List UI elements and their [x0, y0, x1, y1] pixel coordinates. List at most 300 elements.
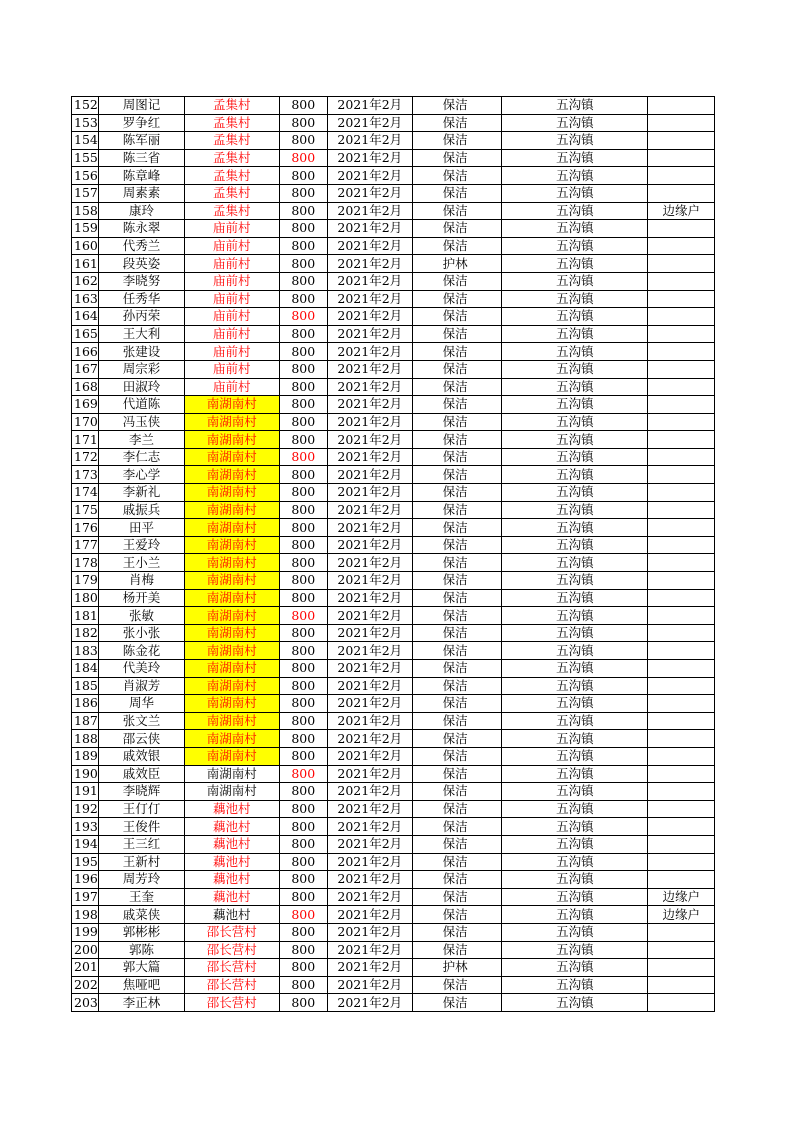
village-cell: 南湖南村: [184, 554, 279, 572]
town-cell: 五沟镇: [502, 167, 648, 185]
note-cell: [648, 730, 715, 748]
village-cell: 南湖南村: [184, 677, 279, 695]
row-number-cell: 191: [72, 783, 99, 801]
town-cell: 五沟镇: [502, 589, 648, 607]
job-cell: 保洁: [412, 202, 502, 220]
amount-cell: 800: [279, 642, 327, 660]
row-number-cell: 160: [72, 237, 99, 255]
table-row: [72, 308, 715, 326]
note-cell: [648, 959, 715, 977]
town-cell: 五沟镇: [502, 554, 648, 572]
town-cell: 五沟镇: [502, 695, 648, 713]
amount-cell: 800: [279, 272, 327, 290]
town-cell: 五沟镇: [502, 607, 648, 625]
row-number-cell: 183: [72, 642, 99, 660]
table-row: [72, 660, 715, 678]
name-cell: 代美玲: [99, 660, 185, 678]
table-row: [72, 888, 715, 906]
row-number-cell: 182: [72, 624, 99, 642]
note-cell: [648, 976, 715, 994]
name-cell: 陈军丽: [99, 132, 185, 150]
amount-cell: 800: [279, 466, 327, 484]
name-cell: 田平: [99, 519, 185, 537]
note-cell: [648, 624, 715, 642]
village-cell: 邵长营村: [184, 941, 279, 959]
note-cell: [648, 765, 715, 783]
town-cell: 五沟镇: [502, 255, 648, 273]
town-cell: 五沟镇: [502, 149, 648, 167]
row-number-cell: 188: [72, 730, 99, 748]
amount-cell: 800: [279, 149, 327, 167]
note-cell: [648, 695, 715, 713]
date-cell: 2021年2月: [327, 941, 412, 959]
amount-cell: 800: [279, 325, 327, 343]
table-row: [72, 413, 715, 431]
job-cell: 保洁: [412, 783, 502, 801]
table-row: [72, 149, 715, 167]
job-cell: 保洁: [412, 712, 502, 730]
note-cell: [648, 677, 715, 695]
name-cell: 孙丙荣: [99, 308, 185, 326]
date-cell: 2021年2月: [327, 765, 412, 783]
village-cell: 南湖南村: [184, 572, 279, 590]
amount-cell: 800: [279, 360, 327, 378]
table-row: [72, 976, 715, 994]
note-cell: [648, 818, 715, 836]
amount-cell: 800: [279, 994, 327, 1012]
village-cell: 南湖南村: [184, 747, 279, 765]
amount-cell: 800: [279, 730, 327, 748]
name-cell: 戚效银: [99, 747, 185, 765]
town-cell: 五沟镇: [502, 660, 648, 678]
table-row: [72, 202, 715, 220]
table-row: [72, 712, 715, 730]
name-cell: 罗争红: [99, 114, 185, 132]
name-cell: 王仃仃: [99, 800, 185, 818]
job-cell: 保洁: [412, 994, 502, 1012]
amount-cell: 800: [279, 589, 327, 607]
table-row: [72, 941, 715, 959]
town-cell: 五沟镇: [502, 466, 648, 484]
name-cell: 陈章峰: [99, 167, 185, 185]
table-row: [72, 959, 715, 977]
name-cell: 陈金花: [99, 642, 185, 660]
date-cell: 2021年2月: [327, 642, 412, 660]
data-table: [71, 96, 715, 1012]
note-cell: [648, 184, 715, 202]
note-cell: [648, 167, 715, 185]
date-cell: 2021年2月: [327, 220, 412, 238]
note-cell: [648, 642, 715, 660]
note-cell: [648, 853, 715, 871]
job-cell: 保洁: [412, 220, 502, 238]
village-cell: 藕池村: [184, 835, 279, 853]
town-cell: 五沟镇: [502, 184, 648, 202]
job-cell: 保洁: [412, 360, 502, 378]
row-number-cell: 201: [72, 959, 99, 977]
date-cell: 2021年2月: [327, 97, 412, 115]
row-number-cell: 185: [72, 677, 99, 695]
note-cell: [648, 484, 715, 502]
town-cell: 五沟镇: [502, 941, 648, 959]
job-cell: 保洁: [412, 290, 502, 308]
village-cell: 南湖南村: [184, 695, 279, 713]
table-row: [72, 272, 715, 290]
name-cell: 张文兰: [99, 712, 185, 730]
date-cell: 2021年2月: [327, 396, 412, 414]
name-cell: 王小兰: [99, 554, 185, 572]
date-cell: 2021年2月: [327, 888, 412, 906]
note-cell: [648, 448, 715, 466]
job-cell: 保洁: [412, 519, 502, 537]
table-row: [72, 765, 715, 783]
note-cell: [648, 343, 715, 361]
row-number-cell: 167: [72, 360, 99, 378]
village-cell: 南湖南村: [184, 712, 279, 730]
amount-cell: 800: [279, 677, 327, 695]
table-row: [72, 431, 715, 449]
date-cell: 2021年2月: [327, 308, 412, 326]
table-row: [72, 396, 715, 414]
amount-cell: 800: [279, 783, 327, 801]
job-cell: 保洁: [412, 642, 502, 660]
job-cell: 保洁: [412, 184, 502, 202]
job-cell: 保洁: [412, 624, 502, 642]
village-cell: 邵长营村: [184, 959, 279, 977]
row-number-cell: 200: [72, 941, 99, 959]
table-row: [72, 448, 715, 466]
date-cell: 2021年2月: [327, 536, 412, 554]
table-row: [72, 677, 715, 695]
note-cell: [648, 660, 715, 678]
row-number-cell: 193: [72, 818, 99, 836]
village-cell: 南湖南村: [184, 783, 279, 801]
note-cell: [648, 396, 715, 414]
row-number-cell: 163: [72, 290, 99, 308]
date-cell: 2021年2月: [327, 959, 412, 977]
table-row: [72, 378, 715, 396]
row-number-cell: 190: [72, 765, 99, 783]
note-cell: [648, 554, 715, 572]
amount-cell: 800: [279, 888, 327, 906]
row-number-cell: 181: [72, 607, 99, 625]
job-cell: 保洁: [412, 853, 502, 871]
job-cell: 保洁: [412, 308, 502, 326]
note-cell: [648, 871, 715, 889]
date-cell: 2021年2月: [327, 572, 412, 590]
row-number-cell: 176: [72, 519, 99, 537]
job-cell: 保洁: [412, 149, 502, 167]
name-cell: 杨开美: [99, 589, 185, 607]
village-cell: 南湖南村: [184, 431, 279, 449]
row-number-cell: 157: [72, 184, 99, 202]
name-cell: 王奎: [99, 888, 185, 906]
date-cell: 2021年2月: [327, 853, 412, 871]
date-cell: 2021年2月: [327, 167, 412, 185]
note-cell: [648, 572, 715, 590]
name-cell: 郭大篇: [99, 959, 185, 977]
name-cell: 张建设: [99, 343, 185, 361]
amount-cell: 800: [279, 959, 327, 977]
note-cell: [648, 536, 715, 554]
row-number-cell: 161: [72, 255, 99, 273]
town-cell: 五沟镇: [502, 818, 648, 836]
village-cell: 孟集村: [184, 97, 279, 115]
job-cell: 保洁: [412, 325, 502, 343]
town-cell: 五沟镇: [502, 202, 648, 220]
amount-cell: 800: [279, 800, 327, 818]
date-cell: 2021年2月: [327, 132, 412, 150]
village-cell: 南湖南村: [184, 413, 279, 431]
name-cell: 冯玉侠: [99, 413, 185, 431]
table-row: [72, 132, 715, 150]
job-cell: 保洁: [412, 677, 502, 695]
town-cell: 五沟镇: [502, 747, 648, 765]
table-row: [72, 97, 715, 115]
job-cell: 保洁: [412, 484, 502, 502]
village-cell: 南湖南村: [184, 660, 279, 678]
table-row: [72, 906, 715, 924]
town-cell: 五沟镇: [502, 976, 648, 994]
note-cell: 边缘户: [648, 906, 715, 924]
job-cell: 保洁: [412, 97, 502, 115]
amount-cell: 800: [279, 607, 327, 625]
name-cell: 李晓辉: [99, 783, 185, 801]
name-cell: 王爱玲: [99, 536, 185, 554]
amount-cell: 800: [279, 308, 327, 326]
amount-cell: 800: [279, 835, 327, 853]
amount-cell: 800: [279, 448, 327, 466]
row-number-cell: 165: [72, 325, 99, 343]
job-cell: 保洁: [412, 114, 502, 132]
village-cell: 邵长营村: [184, 976, 279, 994]
date-cell: 2021年2月: [327, 906, 412, 924]
town-cell: 五沟镇: [502, 712, 648, 730]
date-cell: 2021年2月: [327, 290, 412, 308]
amount-cell: 800: [279, 660, 327, 678]
town-cell: 五沟镇: [502, 624, 648, 642]
amount-cell: 800: [279, 237, 327, 255]
table-row: [72, 747, 715, 765]
name-cell: 张小张: [99, 624, 185, 642]
row-number-cell: 178: [72, 554, 99, 572]
job-cell: 保洁: [412, 730, 502, 748]
table-row: [72, 624, 715, 642]
town-cell: 五沟镇: [502, 853, 648, 871]
job-cell: 保洁: [412, 448, 502, 466]
date-cell: 2021年2月: [327, 923, 412, 941]
amount-cell: 800: [279, 114, 327, 132]
table-row: [72, 220, 715, 238]
row-number-cell: 203: [72, 994, 99, 1012]
town-cell: 五沟镇: [502, 272, 648, 290]
date-cell: 2021年2月: [327, 431, 412, 449]
row-number-cell: 170: [72, 413, 99, 431]
date-cell: 2021年2月: [327, 272, 412, 290]
date-cell: 2021年2月: [327, 783, 412, 801]
row-number-cell: 174: [72, 484, 99, 502]
town-cell: 五沟镇: [502, 888, 648, 906]
date-cell: 2021年2月: [327, 501, 412, 519]
job-cell: 保洁: [412, 923, 502, 941]
row-number-cell: 159: [72, 220, 99, 238]
table-row: [72, 994, 715, 1012]
date-cell: 2021年2月: [327, 255, 412, 273]
note-cell: 边缘户: [648, 888, 715, 906]
table-row: [72, 466, 715, 484]
village-cell: 庙前村: [184, 378, 279, 396]
village-cell: 南湖南村: [184, 484, 279, 502]
job-cell: 保洁: [412, 572, 502, 590]
amount-cell: 800: [279, 712, 327, 730]
village-cell: 南湖南村: [184, 466, 279, 484]
row-number-cell: 164: [72, 308, 99, 326]
table-body: [72, 97, 715, 1012]
village-cell: 藕池村: [184, 888, 279, 906]
row-number-cell: 169: [72, 396, 99, 414]
date-cell: 2021年2月: [327, 343, 412, 361]
town-cell: 五沟镇: [502, 290, 648, 308]
amount-cell: 800: [279, 184, 327, 202]
town-cell: 五沟镇: [502, 994, 648, 1012]
table-row: [72, 642, 715, 660]
amount-cell: 800: [279, 220, 327, 238]
name-cell: 周宗彩: [99, 360, 185, 378]
table-row: [72, 589, 715, 607]
row-number-cell: 180: [72, 589, 99, 607]
name-cell: 陈三省: [99, 149, 185, 167]
row-number-cell: 153: [72, 114, 99, 132]
name-cell: 王俊件: [99, 818, 185, 836]
note-cell: [648, 325, 715, 343]
amount-cell: 800: [279, 695, 327, 713]
amount-cell: 800: [279, 747, 327, 765]
job-cell: 保洁: [412, 976, 502, 994]
table-row: [72, 519, 715, 537]
note-cell: [648, 519, 715, 537]
job-cell: 保洁: [412, 871, 502, 889]
town-cell: 五沟镇: [502, 536, 648, 554]
name-cell: 焦哑吧: [99, 976, 185, 994]
name-cell: 陈永翠: [99, 220, 185, 238]
date-cell: 2021年2月: [327, 607, 412, 625]
job-cell: 保洁: [412, 941, 502, 959]
village-cell: 庙前村: [184, 255, 279, 273]
name-cell: 郭陈: [99, 941, 185, 959]
note-cell: [648, 237, 715, 255]
town-cell: 五沟镇: [502, 378, 648, 396]
row-number-cell: 192: [72, 800, 99, 818]
name-cell: 周图记: [99, 97, 185, 115]
amount-cell: 800: [279, 853, 327, 871]
town-cell: 五沟镇: [502, 923, 648, 941]
note-cell: [648, 308, 715, 326]
date-cell: 2021年2月: [327, 589, 412, 607]
name-cell: 戚振兵: [99, 501, 185, 519]
note-cell: [648, 360, 715, 378]
amount-cell: 800: [279, 255, 327, 273]
job-cell: 保洁: [412, 800, 502, 818]
amount-cell: 800: [279, 290, 327, 308]
amount-cell: 800: [279, 941, 327, 959]
row-number-cell: 196: [72, 871, 99, 889]
village-cell: 庙前村: [184, 290, 279, 308]
job-cell: 保洁: [412, 237, 502, 255]
table-row: [72, 237, 715, 255]
date-cell: 2021年2月: [327, 554, 412, 572]
amount-cell: 800: [279, 554, 327, 572]
job-cell: 保洁: [412, 554, 502, 572]
town-cell: 五沟镇: [502, 448, 648, 466]
note-cell: [648, 835, 715, 853]
name-cell: 戚菜侠: [99, 906, 185, 924]
amount-cell: 800: [279, 167, 327, 185]
village-cell: 藕池村: [184, 906, 279, 924]
village-cell: 孟集村: [184, 167, 279, 185]
amount-cell: 800: [279, 501, 327, 519]
date-cell: 2021年2月: [327, 800, 412, 818]
date-cell: 2021年2月: [327, 695, 412, 713]
town-cell: 五沟镇: [502, 431, 648, 449]
note-cell: [648, 607, 715, 625]
row-number-cell: 155: [72, 149, 99, 167]
village-cell: 孟集村: [184, 202, 279, 220]
village-cell: 邵长营村: [184, 994, 279, 1012]
date-cell: 2021年2月: [327, 624, 412, 642]
row-number-cell: 198: [72, 906, 99, 924]
name-cell: 周华: [99, 695, 185, 713]
table-row: [72, 360, 715, 378]
village-cell: 孟集村: [184, 149, 279, 167]
table-row: [72, 853, 715, 871]
table-row: [72, 343, 715, 361]
job-cell: 保洁: [412, 272, 502, 290]
date-cell: 2021年2月: [327, 413, 412, 431]
note-cell: [648, 132, 715, 150]
date-cell: 2021年2月: [327, 448, 412, 466]
village-cell: 南湖南村: [184, 519, 279, 537]
town-cell: 五沟镇: [502, 114, 648, 132]
row-number-cell: 179: [72, 572, 99, 590]
table-row: [72, 800, 715, 818]
name-cell: 代道陈: [99, 396, 185, 414]
date-cell: 2021年2月: [327, 484, 412, 502]
name-cell: 李心学: [99, 466, 185, 484]
date-cell: 2021年2月: [327, 202, 412, 220]
name-cell: 李正林: [99, 994, 185, 1012]
row-number-cell: 199: [72, 923, 99, 941]
date-cell: 2021年2月: [327, 712, 412, 730]
table-row: [72, 255, 715, 273]
name-cell: 邵云侠: [99, 730, 185, 748]
note-cell: [648, 431, 715, 449]
town-cell: 五沟镇: [502, 519, 648, 537]
amount-cell: 800: [279, 923, 327, 941]
town-cell: 五沟镇: [502, 835, 648, 853]
job-cell: 保洁: [412, 906, 502, 924]
note-cell: [648, 941, 715, 959]
name-cell: 肖淑芳: [99, 677, 185, 695]
village-cell: 南湖南村: [184, 589, 279, 607]
name-cell: 田淑玲: [99, 378, 185, 396]
table-row: [72, 501, 715, 519]
job-cell: 保洁: [412, 607, 502, 625]
village-cell: 藕池村: [184, 800, 279, 818]
town-cell: 五沟镇: [502, 677, 648, 695]
town-cell: 五沟镇: [502, 765, 648, 783]
amount-cell: 800: [279, 976, 327, 994]
amount-cell: 800: [279, 97, 327, 115]
